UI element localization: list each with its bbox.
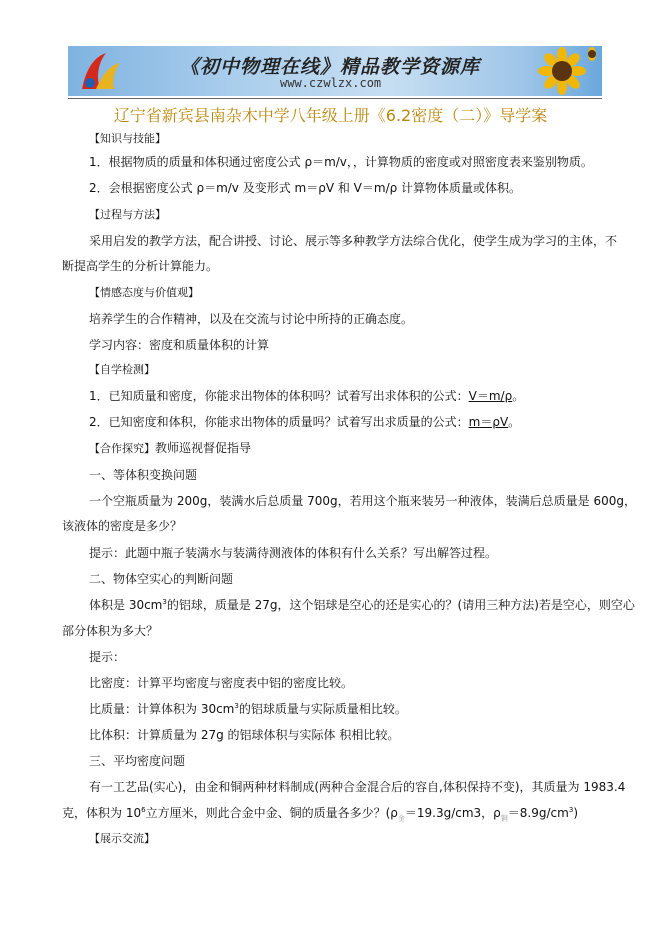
knowledge-item-1: 1．根据物质的质量和体积通过密度公式 ρ＝m/v，，计算物质的密度或对照密度表来鉴别物质。 xyxy=(89,155,593,169)
heading-self-study: 【自学检测】 xyxy=(89,363,155,376)
heading-emotion: 【情感态度与价值观】 xyxy=(89,286,199,299)
question-3-heading: 三、平均密度问题 xyxy=(89,754,186,768)
question-3-text-a: 有一工艺品(实心)，由金和铜两种材料制成(两种合金混合后的容自,体积保持不变)，其质量为 1983.4 xyxy=(89,780,626,794)
logo-icon xyxy=(76,49,124,93)
question-1-text-a: 一个空瓶质量为 200g，装满水后总质量 700g，若用这个瓶来装另一种液体，装满后总质量是 600g， xyxy=(89,494,637,508)
self-study-item-2: 2．已知密度和体积，你能求出物体的质量吗？试着写出求质量的公式：m＝ρV。 xyxy=(89,415,521,429)
knowledge-item-2: 2．会根据密度公式 ρ＝m/v 及变形式 m＝ρV 和 V＝m/ρ 计算物体质量或体积。 xyxy=(89,181,522,195)
method-compare-mass: 比质量：计算体积为 $30cm^3$的铝球质量与实际质量相比较。 xyxy=(89,702,407,716)
question-1-hint: 提示：此题中瓶子装满水与装满待测液体的体积有什么关系？写出解答过程。 xyxy=(89,546,498,560)
question-2-text-b: 部分体积为多大？ xyxy=(62,624,159,638)
question-3-text-b: 克，体积为 $10^6$立方厘米，则此合金中金、铜的质量各多少？($\rho_金=19.3g/cm3$，$\rho_铜=8.9g/cm^3$) xyxy=(62,806,578,823)
question-2-text-a: 体积是 $30cm^3$的铝球，质量是 27g，这个铝球是空心的还是实心的？(请用三种方法)若是空心，则空心 xyxy=(89,598,635,612)
mass-formula-answer: m＝ρV xyxy=(468,415,509,429)
emotion-text: 培养学生的合作精神，以及在交流与讨论中所持的正确态度。 xyxy=(89,312,414,326)
question-1-text-b: 该液体的密度是多少？ xyxy=(62,519,183,533)
document-title: 辽宁省新宾县南杂木中学八年级上册《6.2密度（二）》导学案 xyxy=(113,106,548,125)
sunflower-icon xyxy=(522,46,598,96)
banner-title: 《初中物理在线》精品教学资源库 xyxy=(180,56,481,78)
learning-content: 学习内容：密度和质量体积的计算 xyxy=(89,338,270,352)
process-text-1: 采用启发的教学方法，配合讲授、讨论、展示等多种教学方法综合优化，使学生成为学习的主体，不 xyxy=(89,234,618,248)
process-text-2: 断提高学生的分析计算能力。 xyxy=(62,259,219,273)
banner-url: www.czwlzx.com xyxy=(280,76,382,90)
header-rule xyxy=(68,98,602,99)
heading-show-exchange: 【展示交流】 xyxy=(89,832,155,845)
heading-knowledge: 【知识与技能】 xyxy=(89,132,166,145)
question-1-heading: 一、等体积变换问题 xyxy=(89,468,198,482)
volume-formula-answer: V＝m/ρ xyxy=(468,389,513,403)
heading-cooperation: 【合作探究】教师巡视督促指导 xyxy=(89,441,252,455)
question-2-hint: 提示： xyxy=(89,650,126,664)
heading-process: 【过程与方法】 xyxy=(89,208,166,221)
question-2-heading: 二、物体空实心的判断问题 xyxy=(89,572,234,586)
method-compare-volume: 比体积：计算质量为 27g 的铝球体积与实际体 积相比较。 xyxy=(89,728,400,742)
header-banner xyxy=(68,46,602,96)
method-compare-density: 比密度：计算平均密度与密度表中铝的密度比较。 xyxy=(89,676,354,690)
self-study-item-1: 1．已知质量和密度，你能求出物体的体积吗？试着写出求体积的公式：V＝m/ρ。 xyxy=(89,389,525,403)
